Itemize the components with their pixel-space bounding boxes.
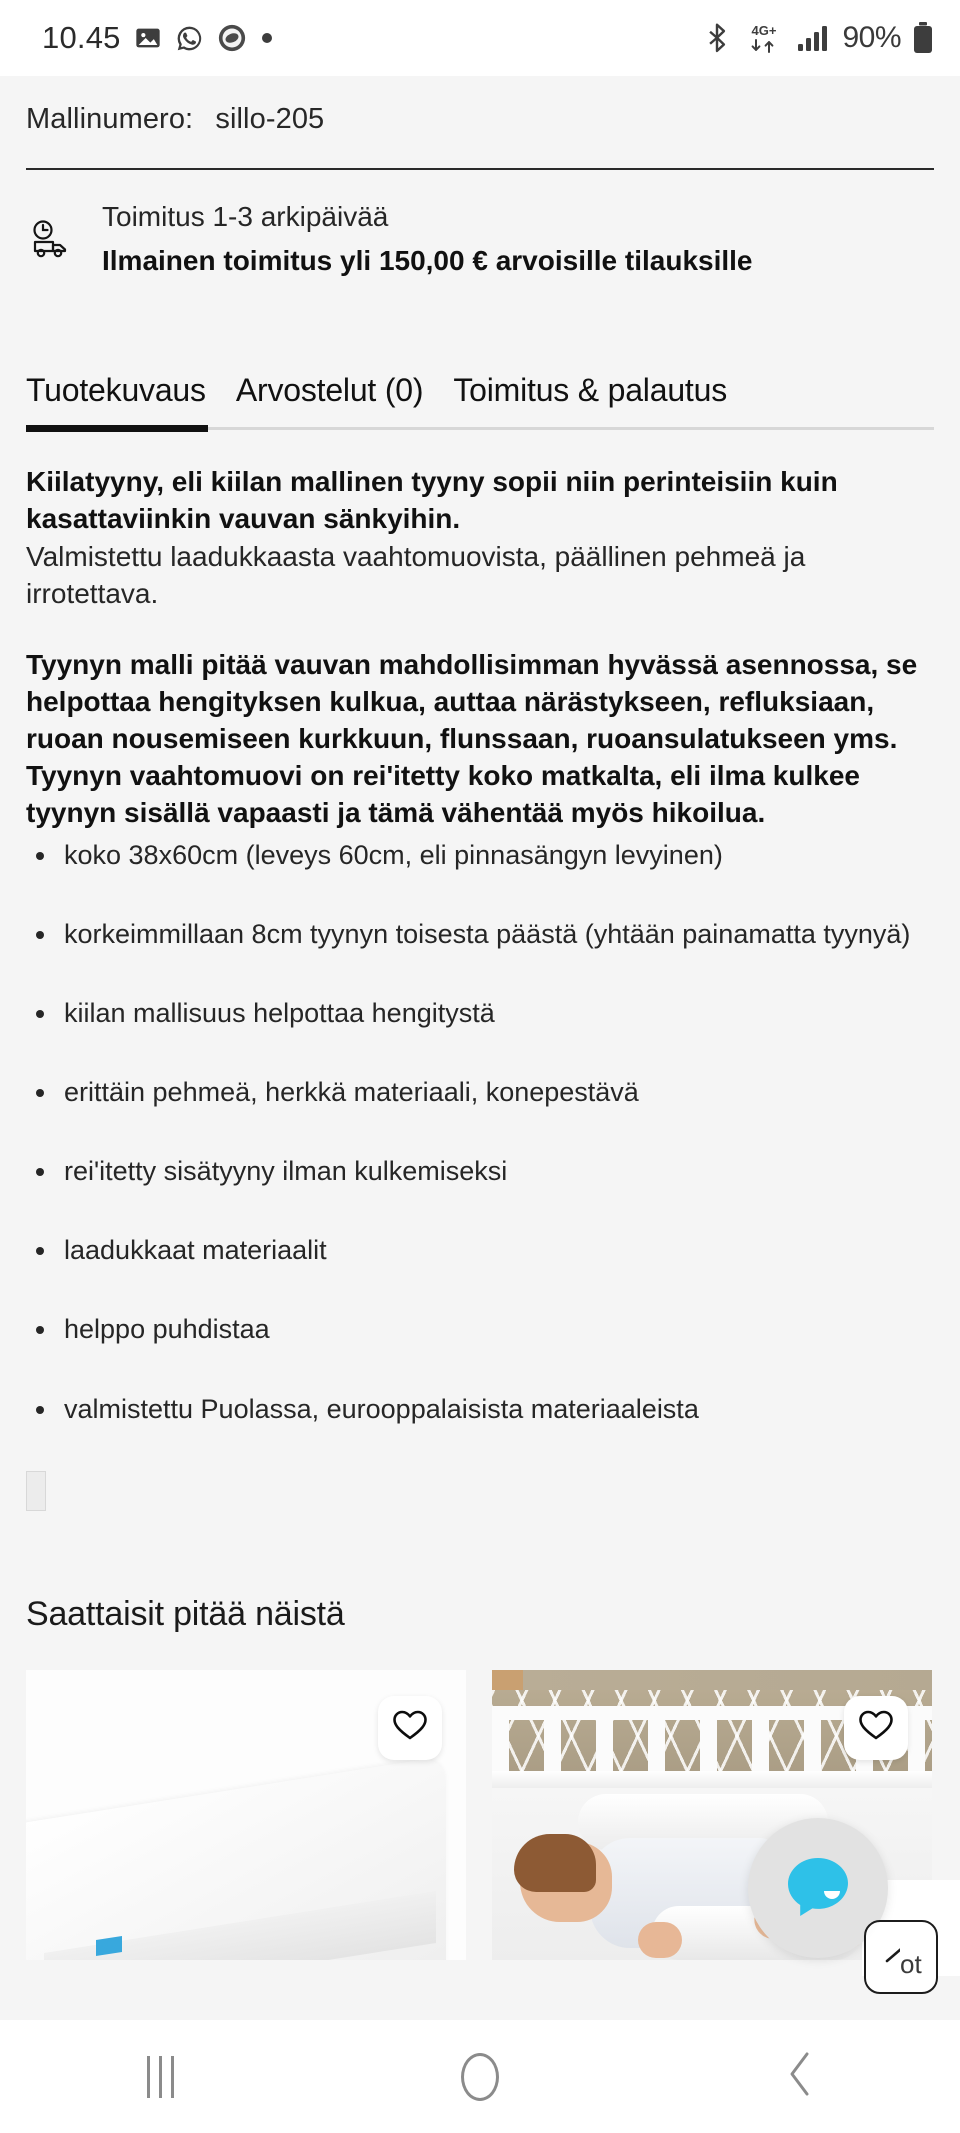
list-item: laadukkaat materiaalit [34, 1233, 934, 1268]
gallery-icon [134, 24, 162, 52]
status-bar-right [703, 21, 934, 55]
delivery-info [0, 170, 960, 280]
tabs-underline [26, 427, 934, 430]
product-tabs [26, 372, 934, 427]
signal-bars-icon [797, 23, 831, 53]
bluetooth-icon [703, 23, 731, 53]
model-number-value: sillo-205 [215, 103, 325, 135]
product-description [0, 430, 960, 832]
delivery-texts [102, 198, 753, 280]
heart-icon [392, 1709, 428, 1746]
empty-placeholder-box [26, 1471, 46, 1511]
network-4g-icon [742, 21, 786, 55]
description-spacer [26, 613, 934, 647]
list-item: kiilan mallisuus helpottaa hengitystä [34, 996, 934, 1031]
recents-icon [147, 2056, 174, 2098]
model-number-row [0, 76, 960, 136]
home-icon [461, 2053, 499, 2101]
list-item: valmistettu Puolassa, eurooppalaisista materiaaleista [34, 1392, 934, 1427]
list-item: koko 38x60cm (leveys 60cm, eli pinnasängyn levyinen) [34, 838, 934, 873]
tab-arvostelut[interactable]: Arvostelut (0) [235, 371, 424, 408]
back-icon [787, 2051, 813, 2102]
chat-bubble-icon [780, 1848, 856, 1929]
status-bar-left [42, 20, 274, 56]
description-intro-regular: Valmistettu laadukkaasta vaahtomuovista, päällinen pehmeä ja irrotettava. [26, 540, 806, 610]
espresso-house-icon [217, 23, 247, 53]
list-item: korkeimmillaan 8cm tyynyn toisesta päästä (yhtään painamatta tyynyä) [34, 917, 934, 952]
feature-list [0, 838, 960, 1427]
whatsapp-icon [175, 24, 204, 53]
product-card[interactable] [26, 1670, 466, 1960]
page-content [0, 76, 960, 2030]
recents-button[interactable] [85, 2037, 235, 2117]
tab-toimitus-palautus[interactable]: Toimitus & palautus [453, 371, 727, 408]
battery-percent: 90% [842, 21, 901, 54]
recommendations-title: Saattaisit pitää näistä [26, 1594, 345, 1633]
status-clock: 10.45 [42, 20, 121, 55]
active-tab-indicator [26, 425, 208, 432]
home-button[interactable] [405, 2037, 555, 2117]
status-bar [0, 0, 960, 76]
heart-icon [858, 1709, 894, 1746]
dot-icon [260, 31, 274, 45]
tab-tuotekuvaus[interactable]: Tuotekuvaus [26, 371, 206, 408]
delivery-truck-clock-icon [26, 214, 76, 264]
back-button[interactable] [725, 2037, 875, 2117]
svg-text:4G+: 4G+ [751, 23, 777, 38]
free-shipping-note: Ilmainen toimitus yli 150,00 € arvoisille tilauksille [102, 244, 753, 276]
description-intro-bold: Kiilatyyny, eli kiilan mallinen tyyny sopii niin perinteisiin kuin kasattaviinkin vauvan sänkyihin. [26, 465, 838, 534]
delivery-time: Toimitus 1-3 arkipäivää [102, 201, 389, 232]
list-item: helppo puhdistaa [34, 1312, 934, 1347]
chat-widget-label: ot [900, 1945, 922, 1984]
list-item: erittäin pehmeä, herkkä materiaali, konepestävä [34, 1075, 934, 1110]
description-body-bold: Tyynyn malli pitää vauvan mahdollisimman hyvässä asennossa, se helpottaa hengityksen kulkua, auttaa närästykseen, refluksiaan, ruoan nousemiseen kurkkuun, flunssaan, ruoansulatukseen yms. Tyynyn vaahtomuovi on rei'itetty koko matkalta, eli ilma kulkee tyynyn sisällä vapaasti ja tämä vähentää myös hikoilua. [26, 649, 918, 828]
list-item: rei'itetty sisätyyny ilman kulkemiseksi [34, 1154, 934, 1189]
wishlist-button[interactable] [378, 1696, 442, 1760]
android-nav-bar [0, 2020, 960, 2133]
wishlist-button[interactable] [844, 1696, 908, 1760]
model-number-label: Mallinumero: [26, 103, 194, 135]
battery-icon [912, 21, 934, 55]
